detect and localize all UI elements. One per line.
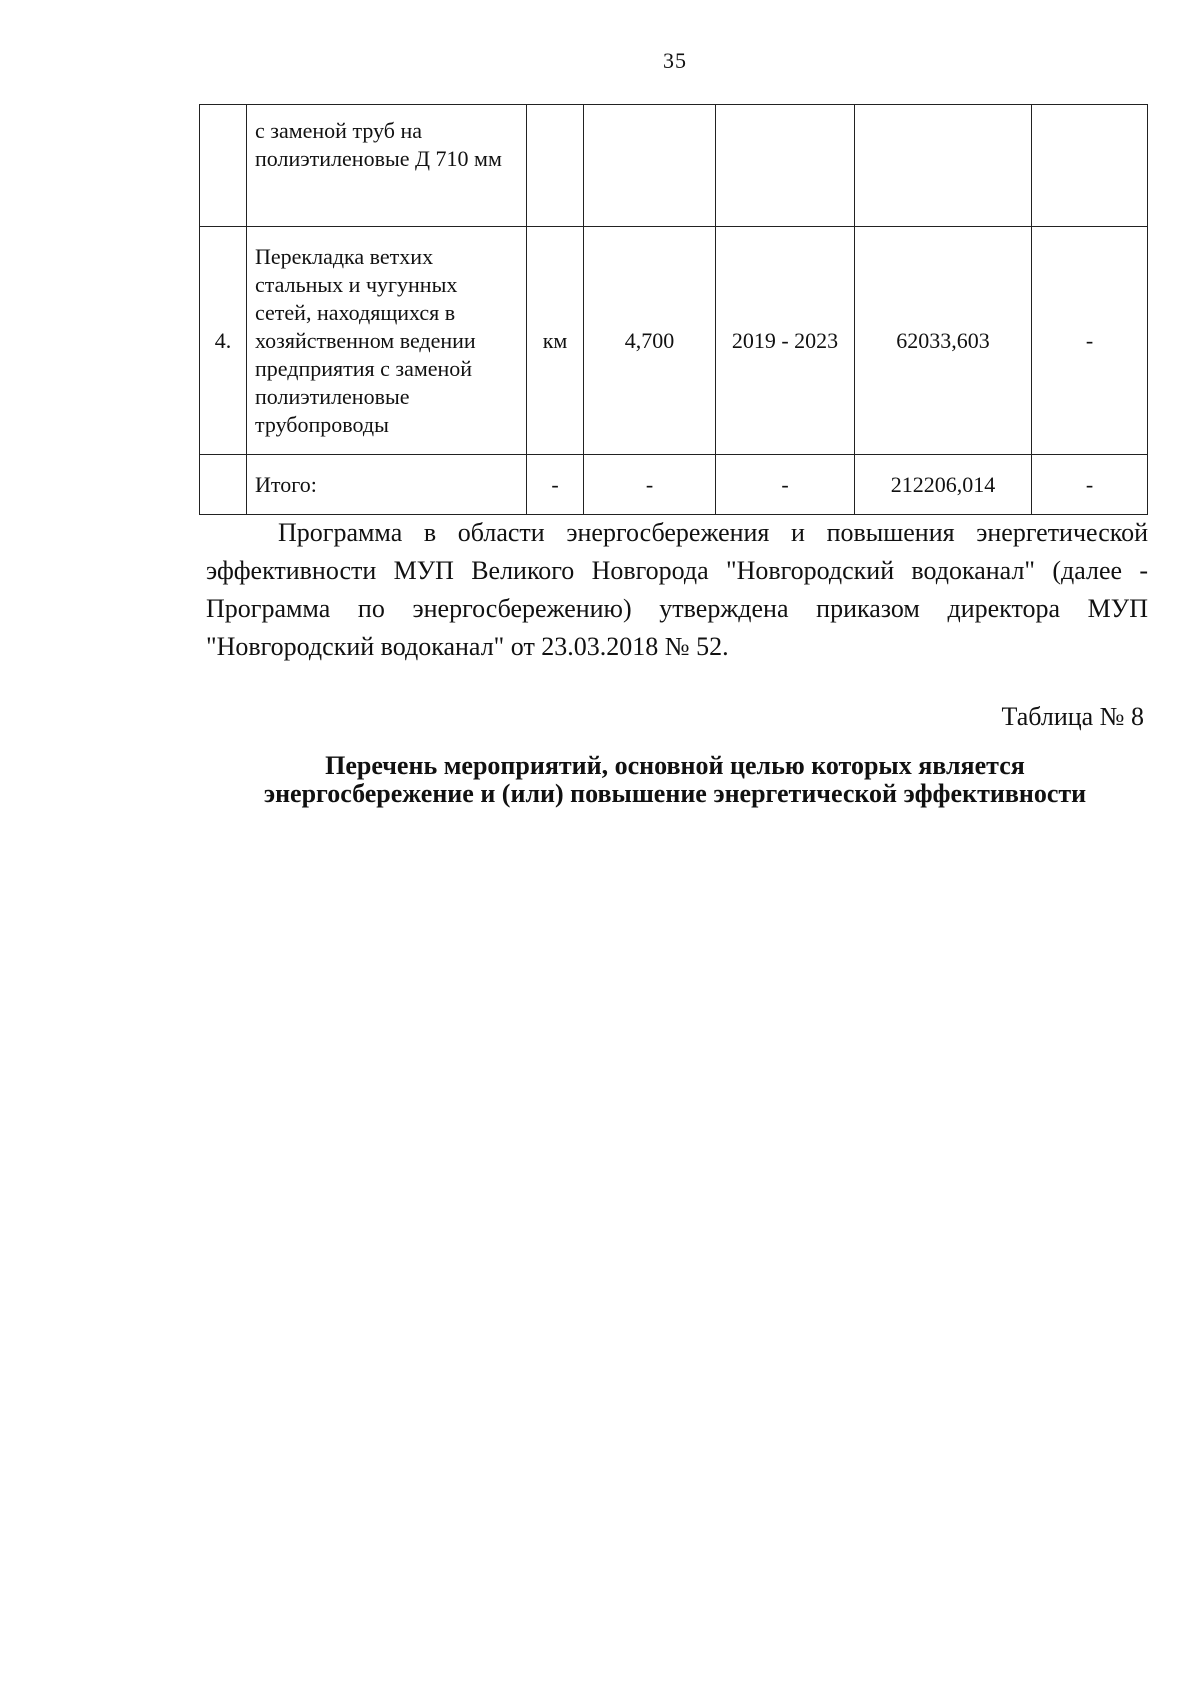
table-row	[200, 227, 1148, 455]
cost-cell	[855, 105, 1032, 227]
table-title	[150, 752, 1200, 808]
quantity-cell: -	[584, 455, 716, 515]
total-label-cell: Итого:	[247, 455, 527, 515]
period-cell: -	[716, 455, 855, 515]
table-row	[200, 105, 1148, 227]
program-paragraph: Программа в области энергосбережения и повышения энергетической эффективности МУП Великого Новгорода "Новгородский водоканал" (далее - Программа по энергосбережению) утверждена приказом директора МУП "Новгородский водоканал" от 23.03.2018 № 52.	[206, 518, 1148, 661]
period-cell	[716, 105, 855, 227]
quantity-cell	[584, 105, 716, 227]
table-title-line: Перечень мероприятий, основной целью которых является	[325, 751, 1025, 780]
page-number: 35	[663, 48, 687, 73]
row-number-cell	[200, 105, 247, 227]
row-number-cell	[200, 455, 247, 515]
table-caption: Таблица № 8	[1001, 702, 1144, 731]
table-title-line: энергосбережение и (или) повышение энергетической эффективности	[263, 779, 1087, 808]
activities-table	[199, 104, 1148, 515]
unit-cell: -	[527, 455, 584, 515]
activity-name-cell: с заменой труб на полиэтиленовые Д 710 мм	[247, 105, 527, 227]
source-cell	[1032, 105, 1148, 227]
unit-cell: км	[527, 227, 584, 455]
cost-cell: 62033,603	[855, 227, 1032, 455]
source-cell: -	[1032, 455, 1148, 515]
row-number-cell: 4.	[200, 227, 247, 455]
period-cell: 2019 - 2023	[716, 227, 855, 455]
source-cell: -	[1032, 227, 1148, 455]
unit-cell	[527, 105, 584, 227]
total-cost-cell: 212206,014	[855, 455, 1032, 515]
table-total-row	[200, 455, 1148, 515]
activity-name-cell: Перекладка ветхих стальных и чугунных сетей, находящихся в хозяйственном ведении предприятия с заменой полиэтиленовые трубопроводы	[247, 227, 527, 455]
quantity-cell: 4,700	[584, 227, 716, 455]
